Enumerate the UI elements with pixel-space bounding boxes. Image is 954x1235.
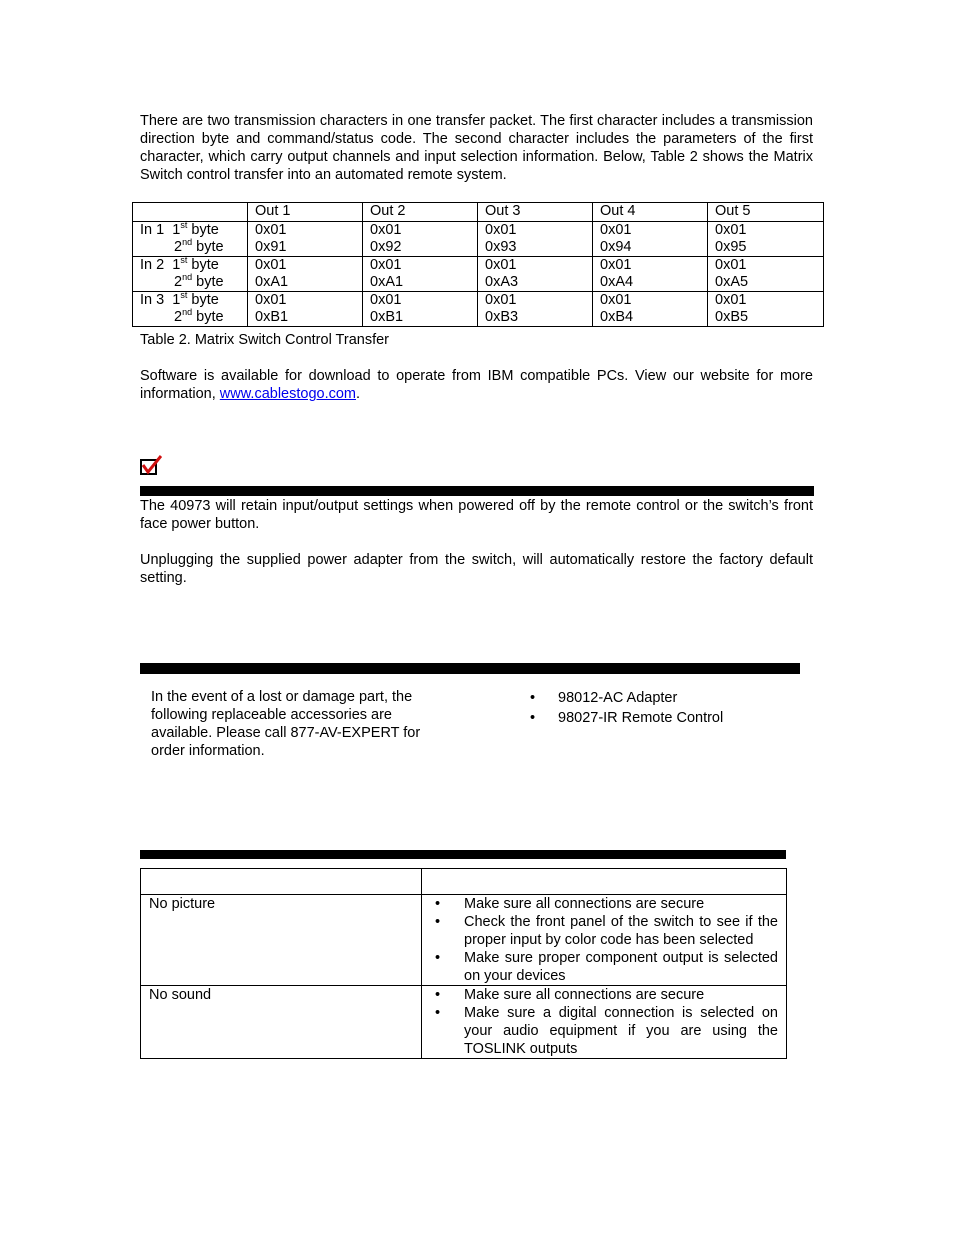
solution-cell xyxy=(422,895,787,986)
byte-label-part: nd xyxy=(182,237,193,247)
memory-paragraph-1: The 40973 will retain input/output settings when powered off by the remote control or the switch’s front face power button. xyxy=(140,498,813,532)
matrix-cell xyxy=(363,257,478,292)
first-byte-value: 0x01 xyxy=(255,257,287,273)
website-link[interactable]: www.cablestogo.com xyxy=(219,386,356,402)
list-item: • 98012-AC Adapter xyxy=(530,688,723,708)
byte-label-part xyxy=(140,274,240,291)
matrix-corner-cell xyxy=(133,203,248,222)
byte-label-part: byte xyxy=(191,257,219,273)
byte-label-part: st xyxy=(180,220,188,230)
list-item: • Make sure all connections are secure xyxy=(435,895,778,913)
table-row xyxy=(133,257,824,292)
first-byte-value: 0x01 xyxy=(370,292,402,308)
matrix-header-row xyxy=(133,203,824,222)
second-byte-value: 0x94 xyxy=(600,239,632,255)
matrix-cell xyxy=(248,257,363,292)
solution-header-cell xyxy=(422,869,787,895)
accessories-list xyxy=(530,688,723,728)
solution-list xyxy=(422,986,786,1058)
table-row xyxy=(141,986,787,1059)
matrix-header-out4: Out 4 xyxy=(593,203,708,222)
checkmark-icon xyxy=(140,455,162,475)
first-byte-value: 0x01 xyxy=(600,257,632,273)
matrix-cell xyxy=(478,292,593,327)
matrix-header-out2: Out 2 xyxy=(363,203,478,222)
byte-label-part: In 2 xyxy=(140,257,165,273)
byte-label-part: 1 xyxy=(172,257,181,273)
table-caption: Table 2. Matrix Switch Control Transfer xyxy=(140,332,390,348)
software-paragraph xyxy=(140,367,813,403)
matrix-cell xyxy=(593,222,708,257)
matrix-header-out1: Out 1 xyxy=(248,203,363,222)
intro-paragraph: There are two transmission characters in one transfer packet. The first character includes a transmission direction byte and command/status code. The second character includes the parameters of the first character, which carry output channels and input selection information. Below, Table 2 shows the Matrix Switch control transfer into an automated remote system. xyxy=(140,113,813,183)
software-period: . xyxy=(356,386,361,402)
first-byte-value: 0x01 xyxy=(485,222,517,238)
byte-label-part: st xyxy=(180,290,188,300)
section-divider-accessories xyxy=(140,663,800,674)
first-byte-value: 0x01 xyxy=(255,292,287,308)
first-byte-value: 0x01 xyxy=(255,222,287,238)
matrix-input-label xyxy=(133,257,248,292)
byte-label-part: In 3 xyxy=(140,292,165,308)
solution-cell xyxy=(422,986,787,1059)
byte-label-part: 1 xyxy=(172,222,181,238)
matrix-cell xyxy=(248,292,363,327)
byte-label-part: 2 xyxy=(174,239,183,255)
list-item: • Make sure proper component output is selected on your devices xyxy=(435,949,778,985)
byte-label-part: nd xyxy=(182,272,193,282)
matrix-cell xyxy=(708,292,824,327)
problem-header-cell xyxy=(141,869,422,895)
matrix-cell xyxy=(593,257,708,292)
first-byte-value: 0x01 xyxy=(715,222,747,238)
byte-label-part: 1 xyxy=(172,292,181,308)
byte-label-part: 2 xyxy=(174,309,183,325)
table-row xyxy=(133,222,824,257)
matrix-cell xyxy=(248,222,363,257)
byte-label-part: In 1 xyxy=(140,222,165,238)
list-item: • Make sure a digital connection is selected on your audio equipment if you are using the TOSLINK outputs xyxy=(435,1004,778,1058)
matrix-header-out5: Out 5 xyxy=(708,203,824,222)
second-byte-value: 0xB5 xyxy=(715,309,749,325)
matrix-cell xyxy=(478,222,593,257)
first-byte-value: 0x01 xyxy=(485,292,517,308)
byte-label-part: byte xyxy=(196,239,224,255)
table-row xyxy=(141,895,787,986)
section-divider-troubleshooting xyxy=(140,850,786,859)
second-byte-value: 0x93 xyxy=(485,239,517,255)
matrix-cell xyxy=(708,257,824,292)
byte-label-part: byte xyxy=(196,309,224,325)
byte-label-part: byte xyxy=(191,222,219,238)
byte-label-part: 2 xyxy=(174,274,183,290)
table-row xyxy=(133,292,824,327)
section-divider-memory xyxy=(140,486,814,496)
first-byte-value: 0x01 xyxy=(600,222,632,238)
problem-cell: No sound xyxy=(141,986,422,1059)
first-byte-value: 0x01 xyxy=(600,292,632,308)
second-byte-value: 0xA5 xyxy=(715,274,749,290)
first-byte-value: 0x01 xyxy=(370,222,402,238)
second-byte-value: 0xB1 xyxy=(370,309,404,325)
byte-label-part: st xyxy=(180,255,188,265)
second-byte-value: 0xA4 xyxy=(600,274,634,290)
second-byte-value: 0x91 xyxy=(255,239,287,255)
second-byte-value: 0xA3 xyxy=(485,274,519,290)
memory-paragraph-2: Unplugging the supplied power adapter from the switch, will automatically restore the factory default setting. xyxy=(140,552,813,586)
accessories-description: In the event of a lost or damage part, the following replaceable accessories are available. Please call 877-AV-EXPERT for order information. xyxy=(151,689,421,759)
byte-label-part xyxy=(140,309,240,326)
first-byte-value: 0x01 xyxy=(370,257,402,273)
matrix-input-label xyxy=(133,292,248,327)
troubleshooting-header-row xyxy=(141,869,787,895)
matrix-header-out3: Out 3 xyxy=(478,203,593,222)
first-byte-value: 0x01 xyxy=(715,257,747,273)
second-byte-value: 0xB3 xyxy=(485,309,519,325)
list-item: • Make sure all connections are secure xyxy=(435,986,778,1004)
matrix-cell xyxy=(478,257,593,292)
matrix-control-table xyxy=(132,202,824,327)
byte-label-part: byte xyxy=(191,292,219,308)
list-item: • 98027-IR Remote Control xyxy=(530,708,723,728)
matrix-cell xyxy=(593,292,708,327)
second-byte-value: 0x92 xyxy=(370,239,402,255)
first-byte-value: 0x01 xyxy=(715,292,747,308)
byte-label-part: nd xyxy=(182,307,193,317)
matrix-cell xyxy=(708,222,824,257)
troubleshooting-table xyxy=(140,868,787,1059)
second-byte-value: 0xA1 xyxy=(255,274,289,290)
second-byte-value: 0xA1 xyxy=(370,274,404,290)
matrix-cell xyxy=(363,292,478,327)
list-item: • Check the front panel of the switch to see if the proper input by color code has been selected xyxy=(435,913,778,949)
second-byte-value: 0x95 xyxy=(715,239,747,255)
first-byte-value: 0x01 xyxy=(485,257,517,273)
second-byte-value: 0xB1 xyxy=(255,309,289,325)
problem-cell: No picture xyxy=(141,895,422,986)
solution-list xyxy=(422,895,786,985)
matrix-input-label xyxy=(133,222,248,257)
second-byte-value: 0xB4 xyxy=(600,309,634,325)
byte-label-part xyxy=(140,239,240,256)
matrix-cell xyxy=(363,222,478,257)
byte-label-part: byte xyxy=(196,274,224,290)
software-text: Software is available for download to operate from IBM compatible PCs. View our website for more information, xyxy=(140,368,813,402)
